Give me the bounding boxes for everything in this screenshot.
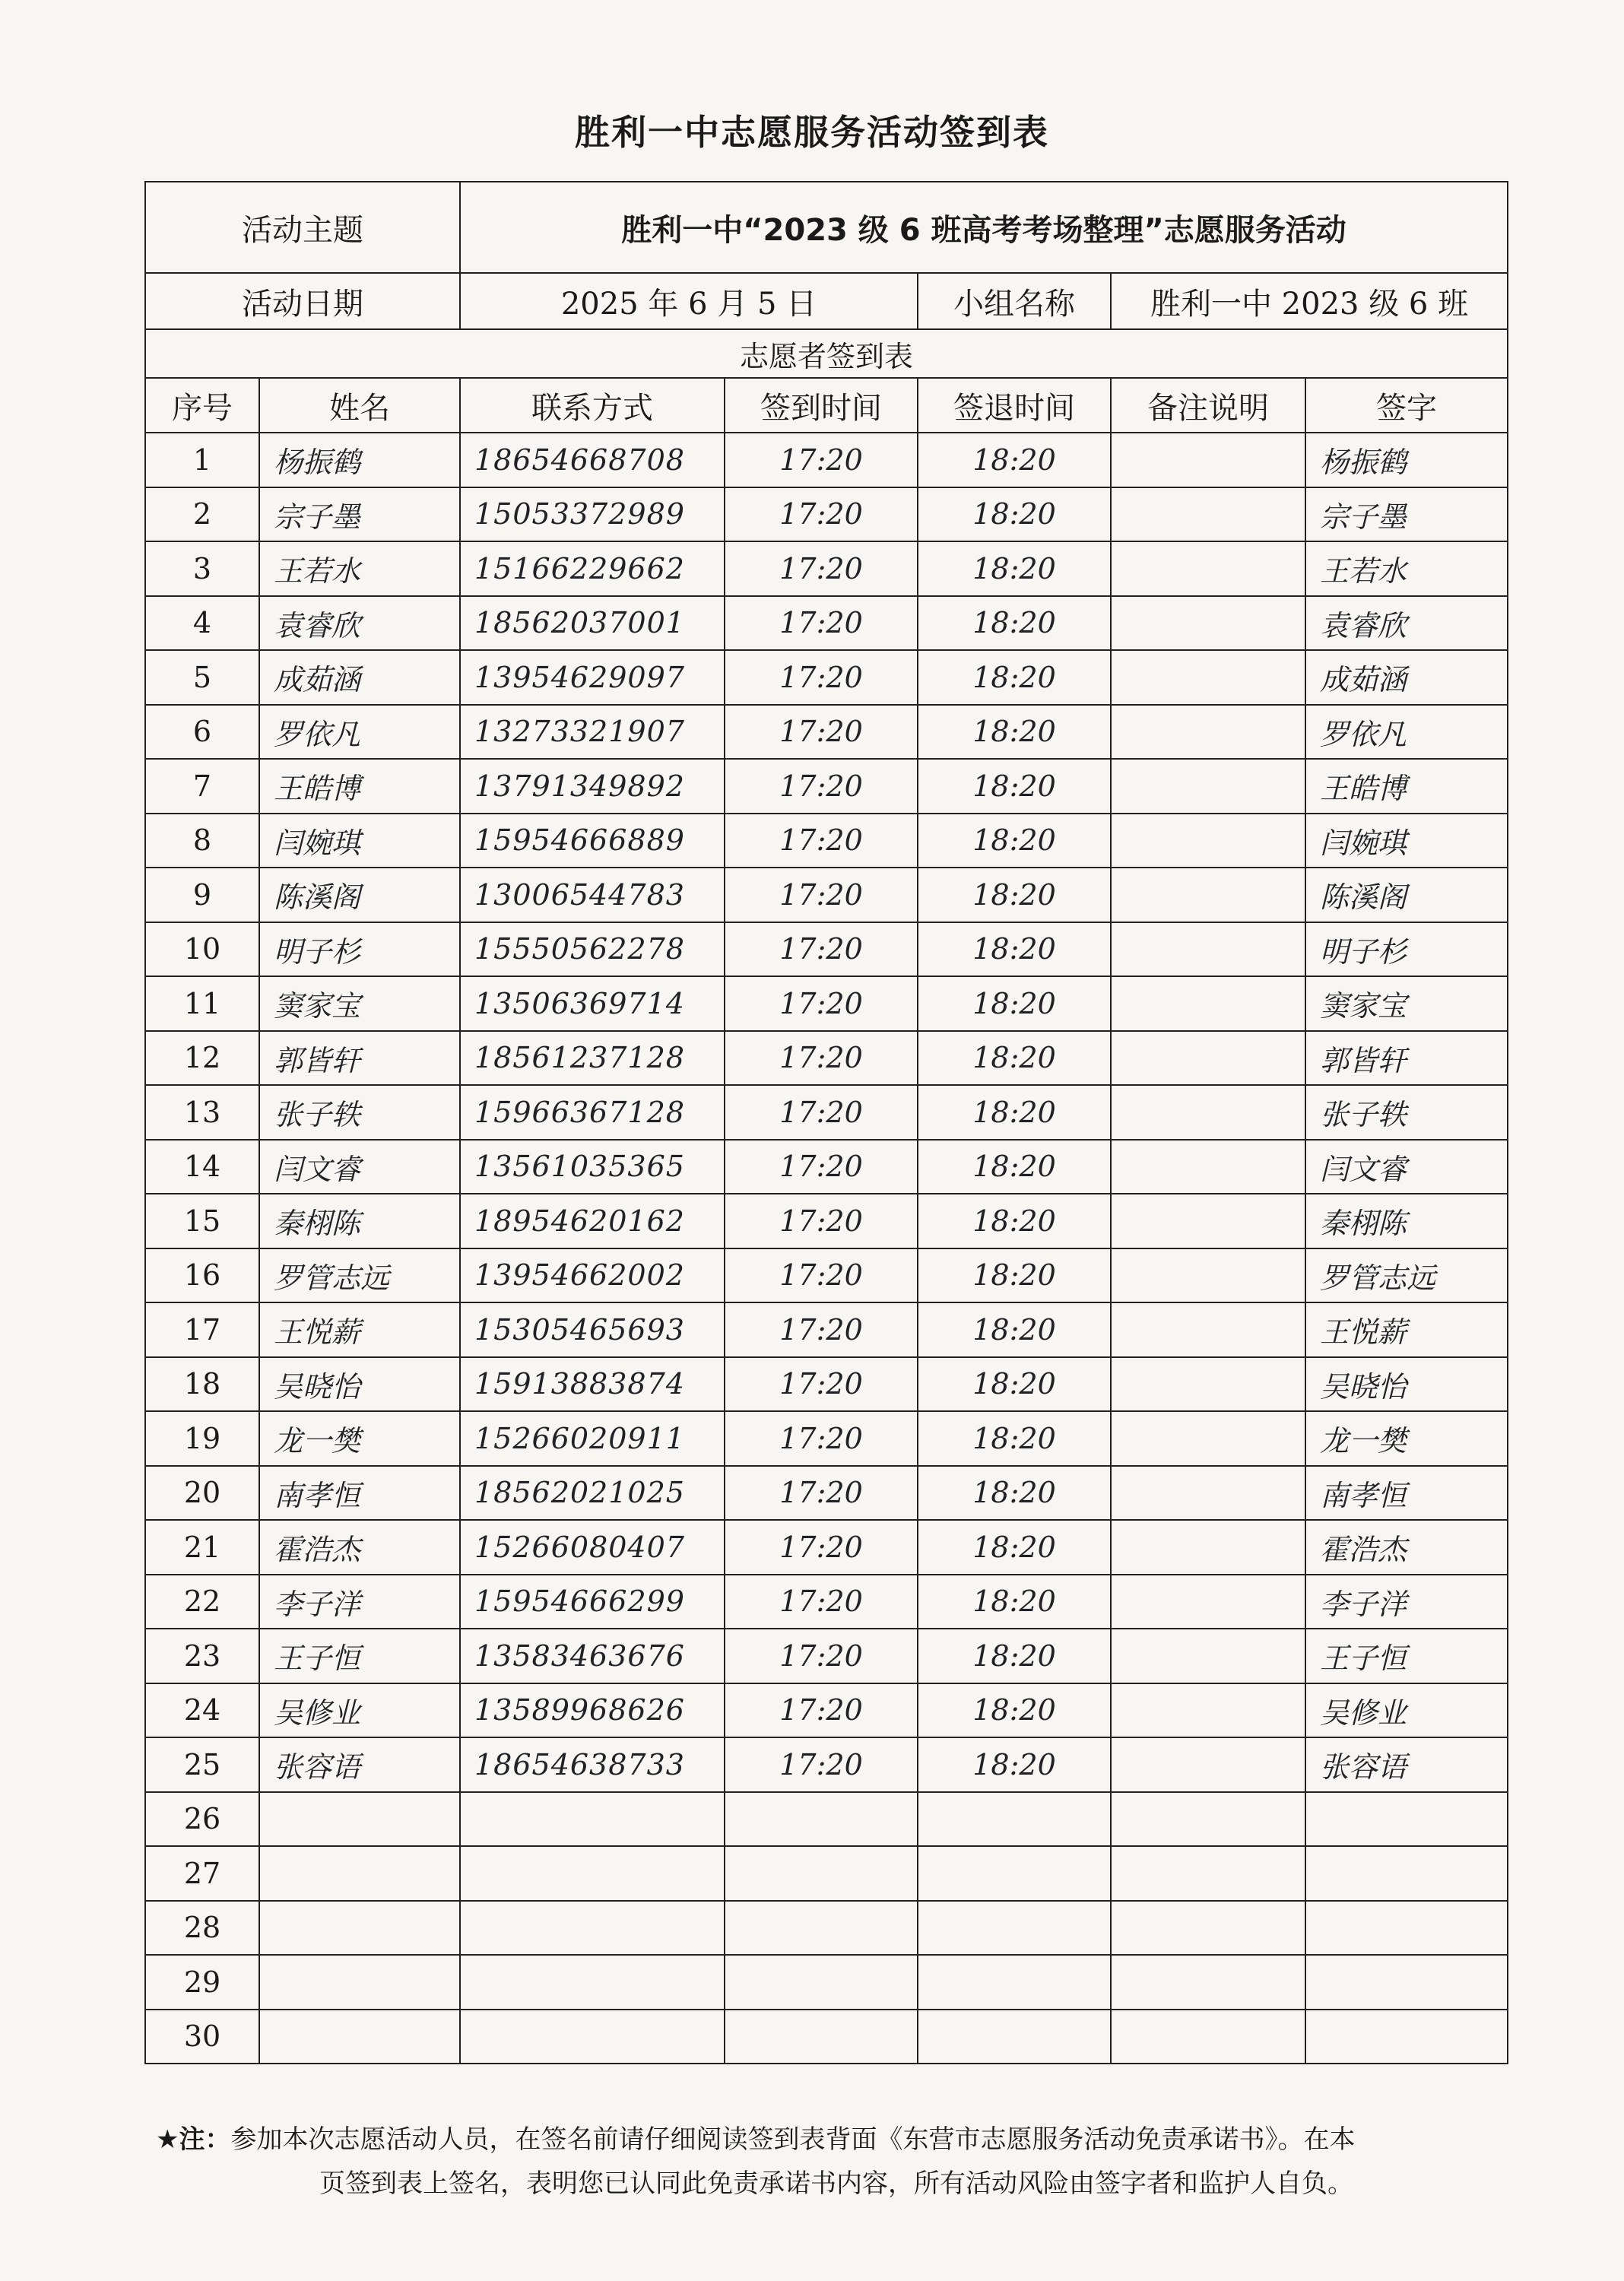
table-row — [145, 1140, 1508, 1194]
group-name: 胜利一中 2023 级 6 班 — [1111, 273, 1508, 329]
signature: 张容语 — [1305, 1737, 1508, 1792]
signature: 罗管志远 — [1305, 1248, 1508, 1303]
row-number: 14 — [145, 1140, 259, 1194]
checkout-time: 18:20 — [918, 814, 1111, 868]
row-number: 13 — [145, 1085, 259, 1140]
checkin-time: 17:20 — [725, 650, 918, 705]
header-row — [145, 378, 1508, 433]
volunteer-name — [259, 1792, 460, 1847]
checkin-time: 17:20 — [725, 1357, 918, 1412]
remark — [1111, 1901, 1305, 1956]
table-row — [145, 541, 1508, 596]
table-row — [145, 1575, 1508, 1629]
note-prefix: ★注： — [156, 2124, 231, 2155]
checkout-time — [918, 1846, 1111, 1901]
contact-phone: 15053372989 — [460, 487, 725, 542]
theme-label: 活动主题 — [145, 182, 460, 273]
contact-phone: 13006544783 — [460, 868, 725, 922]
volunteer-name: 王子恒 — [259, 1629, 460, 1683]
sign-in-table — [144, 181, 1508, 2064]
row-number: 8 — [145, 814, 259, 868]
checkin-time: 17:20 — [725, 1575, 918, 1629]
row-number: 4 — [145, 596, 259, 651]
theme-row — [145, 182, 1508, 273]
table-row — [145, 1194, 1508, 1248]
table-row — [145, 1629, 1508, 1683]
table-row — [145, 976, 1508, 1031]
note-line-2: 页签到表上签名，表明您已认同此免责承诺书内容，所有活动风险由签字者和监护人自负。 — [319, 2168, 1353, 2199]
volunteer-name: 闫文睿 — [259, 1140, 460, 1194]
checkin-time — [725, 1792, 918, 1847]
row-number: 25 — [145, 1737, 259, 1792]
remark — [1111, 1085, 1305, 1140]
contact-phone: 15954666889 — [460, 814, 725, 868]
remark — [1111, 1629, 1305, 1683]
volunteer-name: 霍浩杰 — [259, 1520, 460, 1575]
remark — [1111, 1846, 1305, 1901]
row-number: 27 — [145, 1846, 259, 1901]
remark — [1111, 650, 1305, 705]
checkout-time: 18:20 — [918, 1357, 1111, 1412]
signature: 王皓博 — [1305, 759, 1508, 814]
col-header-checkin: 签到时间 — [725, 378, 918, 433]
remark — [1111, 759, 1305, 814]
table-row — [145, 1792, 1508, 1847]
contact-phone — [460, 1846, 725, 1901]
row-number: 1 — [145, 433, 259, 487]
signature: 陈溪阁 — [1305, 868, 1508, 922]
table-row — [145, 868, 1508, 922]
remark — [1111, 1955, 1305, 2010]
volunteer-name: 秦栩陈 — [259, 1194, 460, 1248]
activity-theme: 胜利一中“2023 级 6 班高考考场整理”志愿服务活动 — [460, 182, 1508, 273]
signature: 吴修业 — [1305, 1683, 1508, 1738]
remark — [1111, 433, 1305, 487]
checkout-time: 18:20 — [918, 1683, 1111, 1738]
checkout-time: 18:20 — [918, 1248, 1111, 1303]
checkin-time: 17:20 — [725, 487, 918, 542]
signature — [1305, 1846, 1508, 1901]
signature: 闫文睿 — [1305, 1140, 1508, 1194]
volunteer-name: 罗依凡 — [259, 705, 460, 760]
checkout-time: 18:20 — [918, 1031, 1111, 1086]
checkout-time — [918, 1901, 1111, 1956]
section-row — [145, 329, 1508, 378]
note-text-1: 参加本次志愿活动人员，在签名前请仔细阅读签到表背面《东营市志愿服务活动免责承诺书》。在本 — [230, 2124, 1356, 2155]
checkout-time: 18:20 — [918, 1520, 1111, 1575]
table-row — [145, 1846, 1508, 1901]
signature — [1305, 1792, 1508, 1847]
row-number: 3 — [145, 541, 259, 596]
contact-phone: 13506369714 — [460, 976, 725, 1031]
checkout-time — [918, 1955, 1111, 2010]
checkin-time — [725, 2010, 918, 2064]
checkout-time: 18:20 — [918, 596, 1111, 651]
date-label: 活动日期 — [145, 273, 460, 329]
volunteer-name: 宗子墨 — [259, 487, 460, 542]
remark — [1111, 1466, 1305, 1521]
checkin-time: 17:20 — [725, 1520, 918, 1575]
row-number: 29 — [145, 1955, 259, 2010]
remark — [1111, 2010, 1305, 2064]
checkout-time: 18:20 — [918, 1302, 1111, 1357]
remark — [1111, 1357, 1305, 1412]
remark — [1111, 541, 1305, 596]
table-row — [145, 2010, 1508, 2064]
signature: 罗依凡 — [1305, 705, 1508, 760]
remark — [1111, 1575, 1305, 1629]
checkin-time: 17:20 — [725, 759, 918, 814]
row-number: 17 — [145, 1302, 259, 1357]
col-header-checkout: 签退时间 — [918, 378, 1111, 433]
checkout-time: 18:20 — [918, 1575, 1111, 1629]
checkout-time: 18:20 — [918, 1466, 1111, 1521]
volunteer-name: 龙一樊 — [259, 1411, 460, 1466]
checkin-time: 17:20 — [725, 433, 918, 487]
contact-phone: 13561035365 — [460, 1140, 725, 1194]
contact-phone: 18654668708 — [460, 433, 725, 487]
contact-phone: 18561237128 — [460, 1031, 725, 1086]
table-row — [145, 1901, 1508, 1956]
contact-phone — [460, 1792, 725, 1847]
signature — [1305, 1955, 1508, 2010]
volunteer-name: 李子洋 — [259, 1575, 460, 1629]
table-row — [145, 596, 1508, 651]
volunteer-name: 窦家宝 — [259, 976, 460, 1031]
row-number: 15 — [145, 1194, 259, 1248]
volunteer-name: 王若水 — [259, 541, 460, 596]
row-number: 6 — [145, 705, 259, 760]
row-number: 19 — [145, 1411, 259, 1466]
volunteer-name: 张容语 — [259, 1737, 460, 1792]
contact-phone — [460, 1901, 725, 1956]
volunteer-name — [259, 1955, 460, 2010]
signature: 袁睿欣 — [1305, 596, 1508, 651]
remark — [1111, 487, 1305, 542]
remark — [1111, 596, 1305, 651]
contact-phone: 15966367128 — [460, 1085, 725, 1140]
table-row — [145, 1085, 1508, 1140]
contact-phone: 15305465693 — [460, 1302, 725, 1357]
section-title: 志愿者签到表 — [145, 329, 1508, 378]
volunteer-name: 明子杉 — [259, 922, 460, 977]
col-header-name: 姓名 — [259, 378, 460, 433]
table-row — [145, 487, 1508, 542]
checkin-time: 17:20 — [725, 1140, 918, 1194]
table-row — [145, 705, 1508, 760]
table-row — [145, 650, 1508, 705]
checkout-time: 18:20 — [918, 1629, 1111, 1683]
table-row — [145, 1302, 1508, 1357]
note-line-1 — [156, 2118, 1517, 2162]
row-number: 10 — [145, 922, 259, 977]
checkin-time: 17:20 — [725, 1683, 918, 1738]
remark — [1111, 1248, 1305, 1303]
table-row — [145, 1466, 1508, 1521]
activity-date: 2025 年 6 月 5 日 — [460, 273, 918, 329]
row-number: 12 — [145, 1031, 259, 1086]
row-number: 2 — [145, 487, 259, 542]
signature: 秦栩陈 — [1305, 1194, 1508, 1248]
checkin-time: 17:20 — [725, 1411, 918, 1466]
row-number: 5 — [145, 650, 259, 705]
signature: 南孝恒 — [1305, 1466, 1508, 1521]
signature: 王若水 — [1305, 541, 1508, 596]
signature: 宗子墨 — [1305, 487, 1508, 542]
contact-phone: 18654638733 — [460, 1737, 725, 1792]
col-header-remark: 备注说明 — [1111, 378, 1305, 433]
signature: 霍浩杰 — [1305, 1520, 1508, 1575]
table-row — [145, 433, 1508, 487]
group-label: 小组名称 — [918, 273, 1111, 329]
checkout-time: 18:20 — [918, 1737, 1111, 1792]
remark — [1111, 1140, 1305, 1194]
contact-phone: 15913883874 — [460, 1357, 725, 1412]
checkin-time: 17:20 — [725, 596, 918, 651]
table-row — [145, 1520, 1508, 1575]
volunteer-name: 郭皆轩 — [259, 1031, 460, 1086]
contact-phone: 13589968626 — [460, 1683, 725, 1738]
col-header-phone: 联系方式 — [460, 378, 725, 433]
row-number: 24 — [145, 1683, 259, 1738]
checkin-time — [725, 1846, 918, 1901]
checkin-time — [725, 1955, 918, 2010]
contact-phone — [460, 1955, 725, 2010]
volunteer-name: 陈溪阁 — [259, 868, 460, 922]
checkout-time: 18:20 — [918, 487, 1111, 542]
row-number: 26 — [145, 1792, 259, 1847]
col-header-no: 序号 — [145, 378, 259, 433]
checkin-time — [725, 1901, 918, 1956]
checkin-time: 17:20 — [725, 1031, 918, 1086]
remark — [1111, 1302, 1305, 1357]
row-number: 9 — [145, 868, 259, 922]
contact-phone: 15954666299 — [460, 1575, 725, 1629]
remark — [1111, 1031, 1305, 1086]
contact-phone: 18954620162 — [460, 1194, 725, 1248]
row-number: 11 — [145, 976, 259, 1031]
checkout-time: 18:20 — [918, 759, 1111, 814]
table-row — [145, 1955, 1508, 2010]
remark — [1111, 1520, 1305, 1575]
table-row — [145, 1357, 1508, 1412]
contact-phone: 13791349892 — [460, 759, 725, 814]
signature: 闫婉琪 — [1305, 814, 1508, 868]
date-group-row — [145, 273, 1508, 329]
contact-phone: 13583463676 — [460, 1629, 725, 1683]
remark — [1111, 976, 1305, 1031]
checkout-time: 18:20 — [918, 922, 1111, 977]
volunteer-name: 王皓博 — [259, 759, 460, 814]
row-number: 23 — [145, 1629, 259, 1683]
remark — [1111, 1737, 1305, 1792]
signature: 吴晓怡 — [1305, 1357, 1508, 1412]
contact-phone: 15550562278 — [460, 922, 725, 977]
volunteer-name: 张子轶 — [259, 1085, 460, 1140]
checkin-time: 17:20 — [725, 868, 918, 922]
checkout-time: 18:20 — [918, 1140, 1111, 1194]
volunteer-name: 南孝恒 — [259, 1466, 460, 1521]
checkout-time — [918, 2010, 1111, 2064]
checkin-time: 17:20 — [725, 1302, 918, 1357]
checkin-time: 17:20 — [725, 1085, 918, 1140]
checkin-time: 17:20 — [725, 1248, 918, 1303]
contact-phone: 15166229662 — [460, 541, 725, 596]
signature — [1305, 1901, 1508, 1956]
table-row — [145, 1248, 1508, 1303]
signature: 杨振鹤 — [1305, 433, 1508, 487]
signature: 龙一樊 — [1305, 1411, 1508, 1466]
contact-phone: 13954629097 — [460, 650, 725, 705]
remark — [1111, 1792, 1305, 1847]
contact-phone: 18562021025 — [460, 1466, 725, 1521]
remark — [1111, 1411, 1305, 1466]
row-number: 7 — [145, 759, 259, 814]
footer-note — [156, 2118, 1517, 2206]
checkout-time: 18:20 — [918, 650, 1111, 705]
volunteer-name: 成茹涵 — [259, 650, 460, 705]
row-number: 30 — [145, 2010, 259, 2064]
table-row — [145, 1683, 1508, 1738]
col-header-signature: 签字 — [1305, 378, 1508, 433]
volunteer-name: 杨振鹤 — [259, 433, 460, 487]
checkin-time: 17:20 — [725, 1737, 918, 1792]
contact-phone: 15266080407 — [460, 1520, 725, 1575]
row-number: 28 — [145, 1901, 259, 1956]
checkin-time: 17:20 — [725, 1629, 918, 1683]
checkin-time: 17:20 — [725, 541, 918, 596]
row-number: 20 — [145, 1466, 259, 1521]
signature: 王子恒 — [1305, 1629, 1508, 1683]
checkout-time: 18:20 — [918, 1194, 1111, 1248]
checkin-time: 17:20 — [725, 705, 918, 760]
signature: 王悦薪 — [1305, 1302, 1508, 1357]
volunteer-name: 袁睿欣 — [259, 596, 460, 651]
remark — [1111, 1683, 1305, 1738]
signature: 明子杉 — [1305, 922, 1508, 977]
signature: 张子轶 — [1305, 1085, 1508, 1140]
page-title: 胜利一中志愿服务活动签到表 — [575, 112, 1049, 153]
row-number: 18 — [145, 1357, 259, 1412]
table-row — [145, 1031, 1508, 1086]
checkin-time: 17:20 — [725, 976, 918, 1031]
volunteer-name — [259, 1901, 460, 1956]
signature: 郭皆轩 — [1305, 1031, 1508, 1086]
contact-phone: 13273321907 — [460, 705, 725, 760]
remark — [1111, 705, 1305, 760]
checkout-time: 18:20 — [918, 1085, 1111, 1140]
volunteer-name: 罗管志远 — [259, 1248, 460, 1303]
row-number: 22 — [145, 1575, 259, 1629]
signature — [1305, 2010, 1508, 2064]
signature: 窦家宝 — [1305, 976, 1508, 1031]
table-row — [145, 814, 1508, 868]
remark — [1111, 868, 1305, 922]
contact-phone — [460, 2010, 725, 2064]
volunteer-name — [259, 2010, 460, 2064]
checkout-time: 18:20 — [918, 541, 1111, 596]
volunteer-name — [259, 1846, 460, 1901]
table-row — [145, 922, 1508, 977]
table-row — [145, 759, 1508, 814]
checkout-time: 18:20 — [918, 868, 1111, 922]
checkin-time: 17:20 — [725, 814, 918, 868]
signature: 成茹涵 — [1305, 650, 1508, 705]
remark — [1111, 922, 1305, 977]
row-number: 16 — [145, 1248, 259, 1303]
checkin-time: 17:20 — [725, 1466, 918, 1521]
checkout-time: 18:20 — [918, 433, 1111, 487]
checkout-time: 18:20 — [918, 976, 1111, 1031]
volunteer-name: 吴晓怡 — [259, 1357, 460, 1412]
remark — [1111, 1194, 1305, 1248]
contact-phone: 13954662002 — [460, 1248, 725, 1303]
checkin-time: 17:20 — [725, 1194, 918, 1248]
contact-phone: 15266020911 — [460, 1411, 725, 1466]
volunteer-name: 闫婉琪 — [259, 814, 460, 868]
table-row — [145, 1411, 1508, 1466]
signature: 李子洋 — [1305, 1575, 1508, 1629]
checkout-time — [918, 1792, 1111, 1847]
volunteer-name: 王悦薪 — [259, 1302, 460, 1357]
volunteer-rows — [145, 433, 1508, 2064]
table-row — [145, 1737, 1508, 1792]
checkin-time: 17:20 — [725, 922, 918, 977]
checkout-time: 18:20 — [918, 1411, 1111, 1466]
contact-phone: 18562037001 — [460, 596, 725, 651]
remark — [1111, 814, 1305, 868]
row-number: 21 — [145, 1520, 259, 1575]
volunteer-name: 吴修业 — [259, 1683, 460, 1738]
checkout-time: 18:20 — [918, 705, 1111, 760]
